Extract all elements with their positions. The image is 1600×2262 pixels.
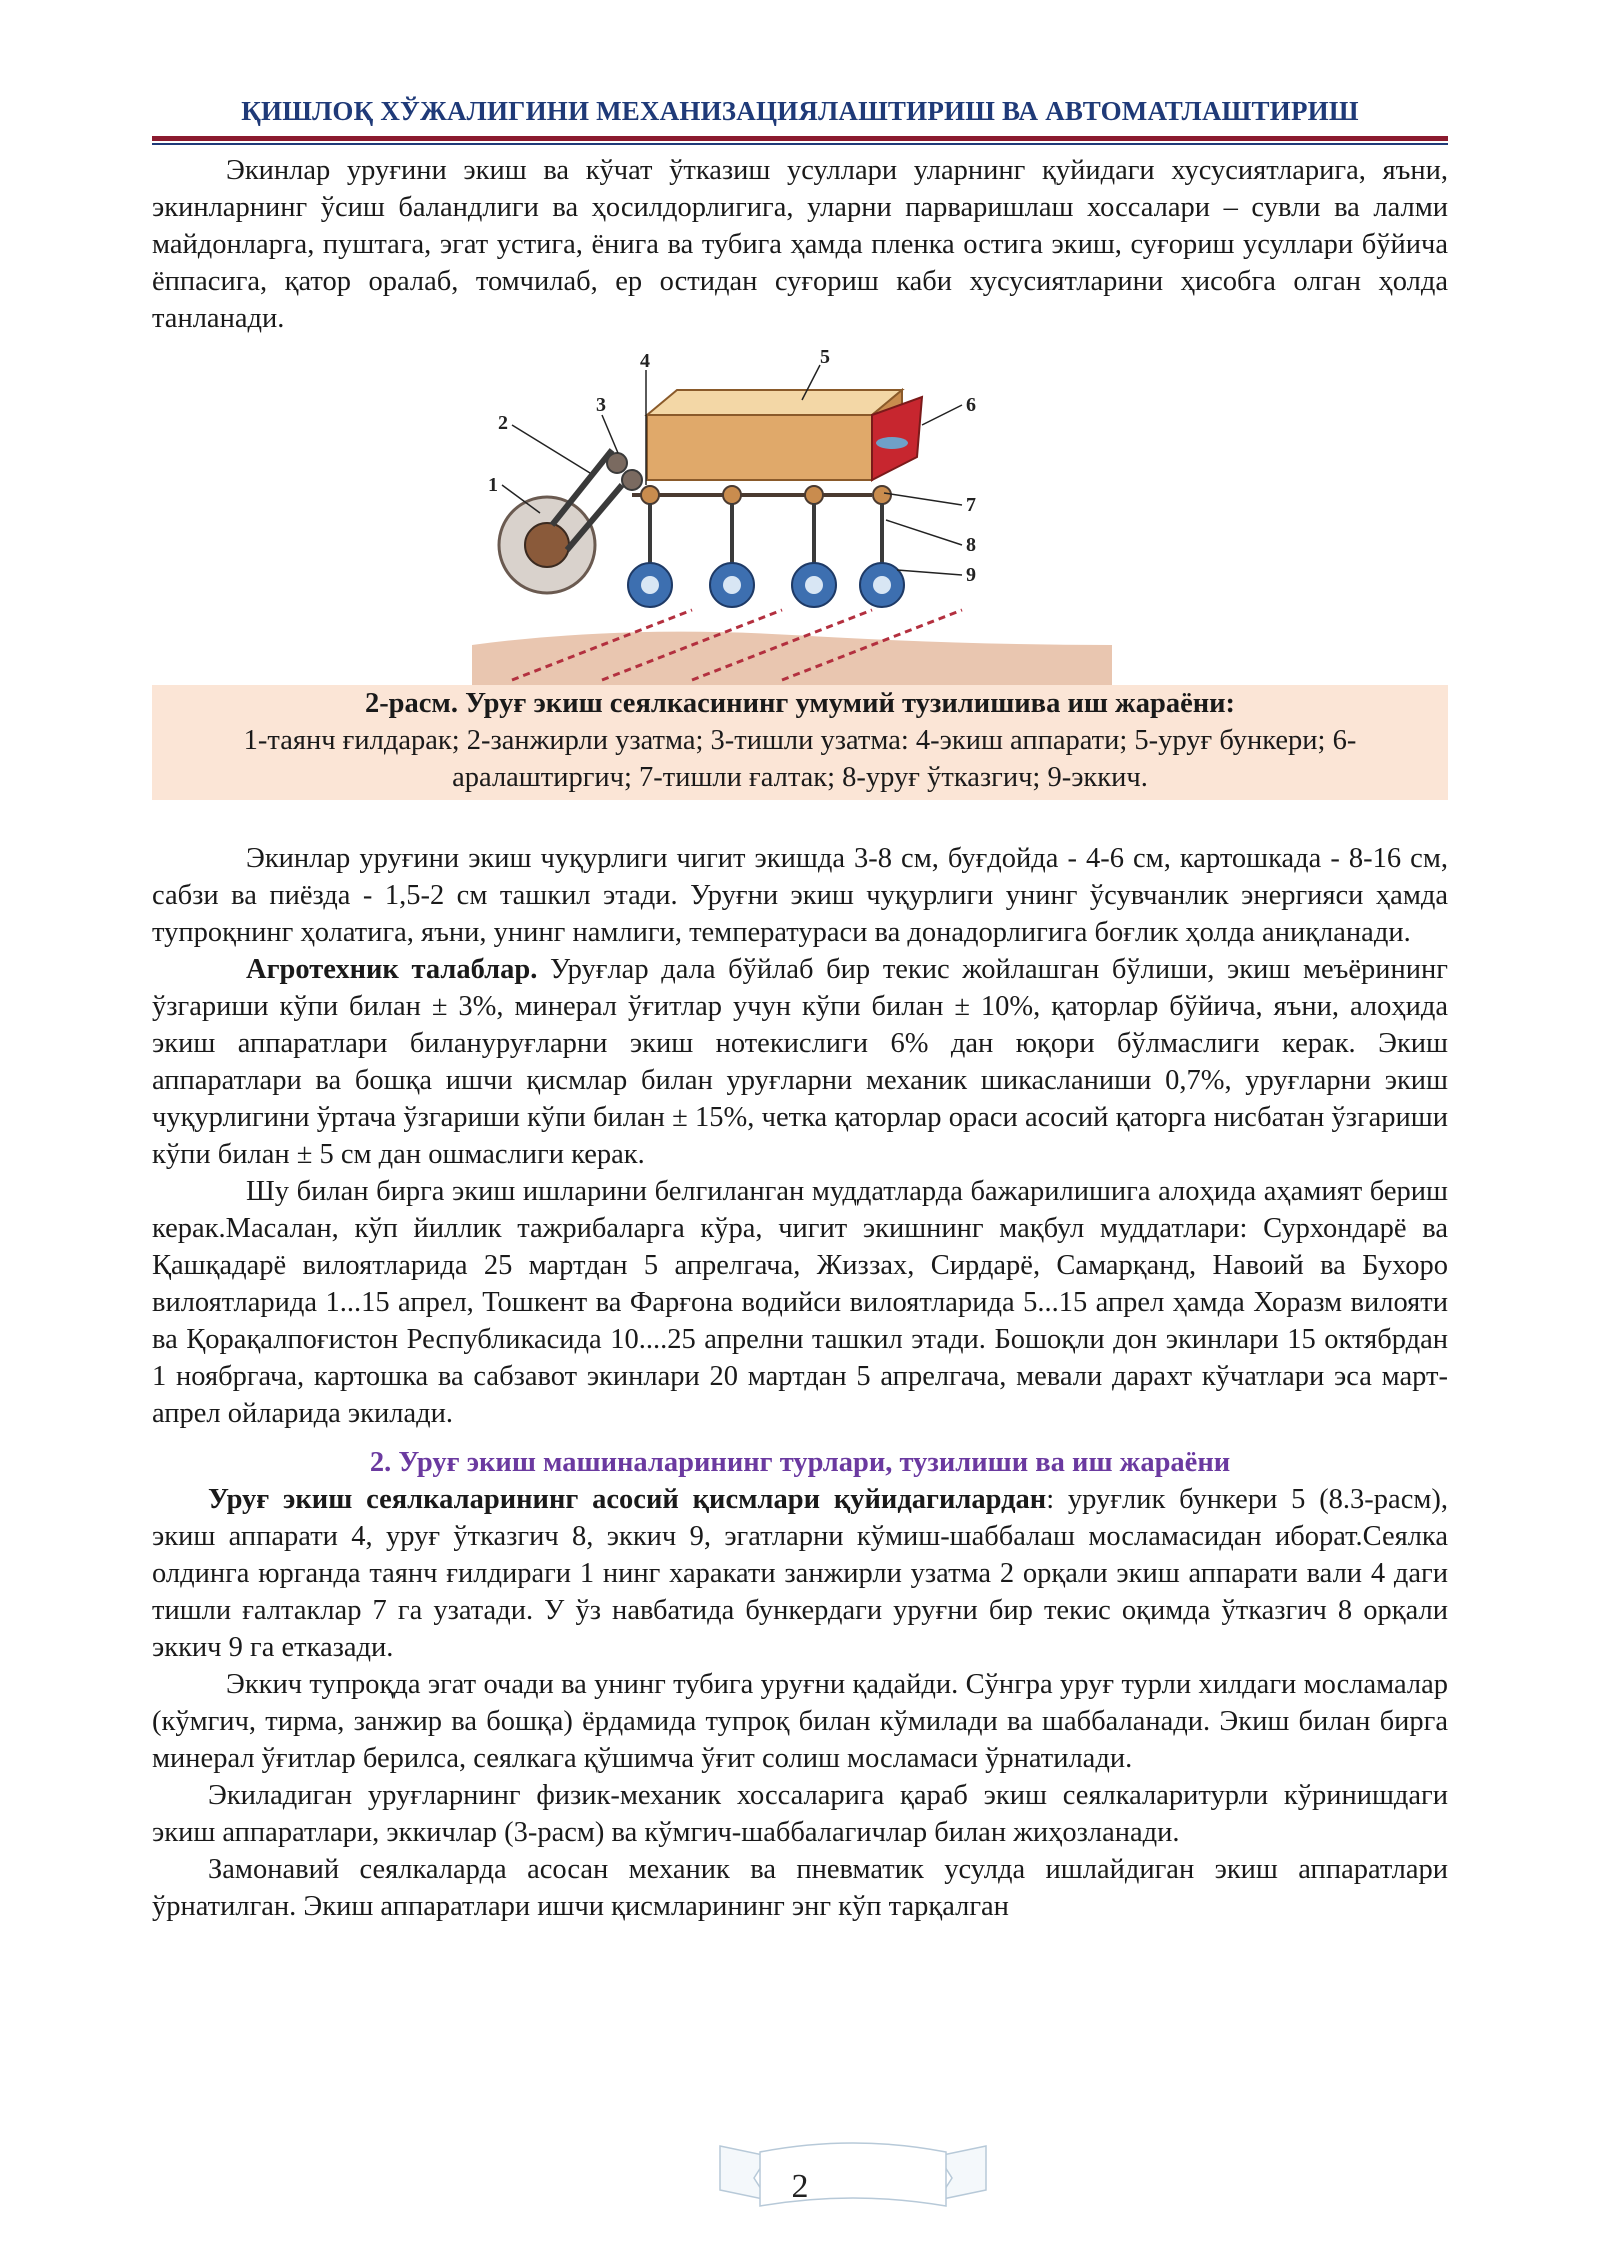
label-9: 9 — [966, 564, 976, 586]
sprocket — [607, 453, 627, 473]
opener-unit — [710, 486, 754, 607]
opener-paragraph: Эккич тупроқда эгат очади ва унинг тубига уруғни қадайди. Сўнгра уруғ турли хилдаги мосламалар (кўмгич, тирма, занжир ва бошқа) ёрдамида тупроқ билан кўмилади ва шаббаланади. Экиш билан бирга минерал ўғитлар берилса, сеялкага қўшимча ўғит солиш мосламаси ўрнатилади. — [152, 1669, 1448, 1774]
label-3: 3 — [596, 394, 606, 416]
equipment-paragraph: Экиладиган уруғларнинг физик-механик хоссаларига қараб экиш сеялкаларитурли кўринишдаги экиш аппаратлари, эккичлар (3-расм) ва кўмгич-шаббалагичлар билан жиҳозланади. — [152, 1780, 1448, 1848]
label-5: 5 — [820, 346, 830, 368]
modern-seeders-paragraph: Замонавий сеялкаларда асосан механик ва пневматик усулда ишлайдиган экиш аппаратлари ўрнатилган. Экиш аппаратлари ишчи қисмларининг энг кўп тарқалган — [152, 1854, 1448, 1922]
sowing-depth-paragraph: Экинлар уруғини экиш чуқурлиги чигит экишда 3-8 см, буғдойда - 4-6 см, картошкада - 8-16 см, сабзи ва пиёзда - 1,5-2 см ташкил этади. Уруғни экиш чуқурлиги унинг ўсувчанлик энергияси ҳамда тупроқнинг ҳолатига, яъни, унинг намлиги, температураси ва донадорлигига боғлик ҳолда аниқланади. — [152, 843, 1448, 948]
hopper-top — [647, 390, 902, 415]
header-rule-thin — [152, 143, 1448, 145]
agitator — [876, 437, 908, 449]
header-rule-thick — [152, 136, 1448, 141]
page-content — [152, 152, 1448, 1925]
figure-caption-title: 2-расм. Уруғ экиш сеялкасининг умумий тузилишива иш жараёни: — [364, 688, 1236, 719]
label-6: 6 — [966, 394, 976, 416]
opener-unit — [628, 486, 672, 607]
running-header: ҚИШЛОҚ ХЎЖАЛИГИНИ МЕХАНИЗАЦИЯЛАШТИРИШ ВА АВТОМАТЛАШТИРИШ — [241, 96, 1359, 126]
opener-unit — [860, 486, 904, 607]
label-8: 8 — [966, 534, 976, 556]
gear — [622, 470, 642, 490]
agrotechnical-text: Уруғлар дала бўйлаб бир текис жойлашган бўлиши, экиш меъёрининг ўзгариши кўпи билан ± 3%, минерал ўғитлар учун кўпи билан ± 10%, қаторлар бўйича, яъни, алоҳида экиш аппаратлари билануруғларни экиш нотекислиги 6% дан юқори бўлмаслиги керак. Экиш аппаратлари ва бошқа ишчи қисмлар билан уруғларни механик шикасланиши 0,7%, уруғларни экиш чуқурлигини ўртача ўзгариши кўпи билан ± 15%, четка қаторлар ораси асосий қаторга нисбатан ўзгариши кўпи билан ± 5 см дан ошмаслиги керак. — [152, 954, 1448, 1170]
figure-caption — [152, 685, 1448, 800]
seeder-parts-text: : уруғлик бункери 5 (8.3-расм), экиш аппарати 4, уруғ ўтказгич 8, эккич 9, эгатларни кўмиш-шаббалаш мосламасидан иборат.Сеялка олдинга юрганда таянч ғилдираги 1 нинг харакати занжирли узатма 2 орқали экиш аппарати вали 4 даги тишли ғалтаклар 7 га узатади. У ўз навбатида бункердаги уруғни бир текис оқимда ўтказгич 8 орқали эккич 9 га етказади. — [152, 1484, 1448, 1663]
opener-unit — [792, 486, 836, 607]
agrotechnical-paragraph — [152, 951, 1448, 1173]
figure-caption-text: 1-таянч ғилдарак; 2-занжирли узатма; 3-тишли узатма: 4-экиш аппарати; 5-уруғ бункери; 6-аралаштиргич; 7-тишли ғалтак; 8-уруғ ўтказгич; 9-эккич. — [243, 725, 1357, 793]
wheel-hub — [525, 523, 569, 567]
sowing-timing-paragraph: Шу билан бирга экиш ишларини белгиланган муддатларда бажарилишига алоҳида аҳамият бериш керак.Масалан, кўп йиллик тажрибаларга кўра, чигит экишнинг мақбул муддатлари: Сурхондарё ва Қашқадарё вилоятларида 25 мартдан 5 апрелгача, Жиззах, Сирдарё, Самарқанд, Навоий ва Бухоро вилоятларида 1...15 апрел, Тошкент ва Фарғона водийси вилоятларида 5...15 апрел ҳамда Хоразм вилояти ва Қорақалпоғистон Республикасида 10....25 апрелни ташкил этади. Бошоқли дон экинлари 15 октябрдан 1 ноябргача, картошка ва сабзавот экинлари 20 мартдан 5 апрелгача, мевали дарахт кўчатлари эса март-апрел ойларида экилади. — [152, 1176, 1448, 1429]
label-4: 4 — [640, 350, 650, 372]
seed-hopper — [647, 415, 872, 480]
seeder-parts-paragraph — [152, 1481, 1448, 1666]
label-1: 1 — [488, 474, 498, 496]
seeder-figure — [152, 345, 1448, 685]
label-7: 7 — [966, 494, 976, 516]
intro-paragraph: Экинлар уруғини экиш ва кўчат ўтказиш усуллари уларнинг қуйидаги хусусиятларига, яъни, экинларнинг ўсиш баландлиги ва ҳосилдорлигига, уларни парваришлаш хоссалари – сувли ва лалми майдонларга, пуштага, эгат устига, ёнига ва тубига ҳамда пленка остига экиш, суғориш усуллари бўйича ёппасига, қатор оралаб, томчилаб, ер остидан суғориш каби хусусиятларини ҳисобга олган ҳолда танланади. — [152, 155, 1448, 334]
page-number: 2 — [791, 2168, 809, 2205]
page-number-ribbon — [718, 2134, 988, 2214]
seeder-parts-lead: Уруғ экиш сеялкаларининг асосий қисмлари қуйидагилардан — [208, 1484, 1047, 1515]
section-heading: 2. Уруғ экиш машиналарининг турлари, тузилиши ва иш жараёни — [369, 1447, 1231, 1478]
agrotechnical-lead: Агротехник талаблар. — [246, 954, 538, 985]
seeder-diagram — [472, 345, 1112, 685]
label-2: 2 — [498, 412, 508, 434]
